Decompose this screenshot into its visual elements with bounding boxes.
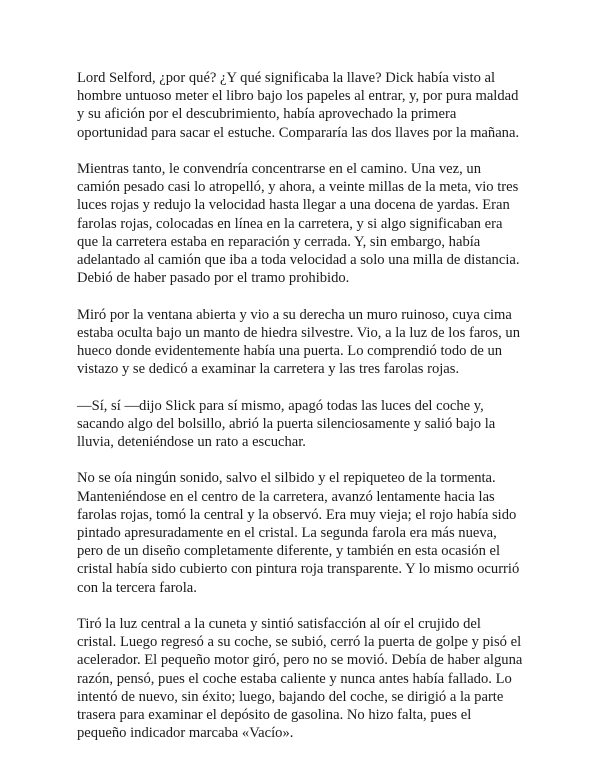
text-line: razón, pensó, pues el coche estaba caliente y nunca antes había fallado. Lo — [77, 670, 512, 687]
text-line: cristal había sido cubierto con pintura roja transparente. Y lo mismo ocurrió — [77, 561, 520, 578]
text-line: No se oía ningún sonido, salvo el silbido y el repiqueteo de la tormenta. — [77, 470, 496, 487]
text-line: hombre untuoso meter el libro bajo los papeles al entrar, y, por pura maldad — [77, 88, 519, 105]
text-line: farolas rojas, tomó la central y la observó. Era muy vieja; el rojo había sido — [77, 506, 517, 523]
text-line: farolas rojas, colocadas en línea en la carretera, y si algo significaban era — [77, 215, 503, 232]
text-line: lluvia, deteniéndose un rato a escuchar. — [77, 434, 306, 451]
text-line: sacando algo del bolsillo, abrió la puerta silenciosamente y salió bajo la — [77, 415, 496, 432]
text-line: vistazo y se dedicó a examinar la carretera y las tres farolas rojas. — [77, 361, 460, 378]
document-page — [77, 69, 537, 761]
text-line: cristal. Luego regresó a su coche, se subió, cerró la puerta de golpe y pisó el — [77, 634, 522, 651]
text-line: intentó de nuevo, sin éxito; luego, bajando del coche, se dirigió a la parte — [77, 688, 504, 705]
text-line: —Sí, sí —dijo Slick para sí mismo, apagó todas las luces del coche y, — [77, 397, 484, 414]
text-line: pequeño indicador marcaba «Vacío». — [77, 725, 294, 742]
paragraph-5 — [77, 469, 537, 596]
text-line: hueco donde evidentemente había una puerta. Lo comprendió todo de un — [77, 343, 503, 360]
text-line: y su afición por el descubrimiento, había aprovechado la primera — [77, 106, 457, 123]
paragraph-2 — [77, 160, 537, 287]
text-line: luces rojas y redujo la velocidad hasta llegar a una docena de yardas. Eran — [77, 197, 510, 214]
text-line: acelerador. El pequeño motor giró, pero no se movió. Debía de haber alguna — [77, 652, 523, 669]
text-line: estaba oculta bajo un manto de hiedra silvestre. Vio, a la luz de los faros, un — [77, 324, 521, 341]
paragraph-6 — [77, 615, 537, 742]
paragraph-1 — [77, 69, 537, 142]
text-line: pero de un diseño completamente diferente, y también en esta ocasión el — [77, 543, 501, 560]
text-line: adelantado al camión que iba a toda velocidad a solo una milla de distancia. — [77, 252, 520, 269]
text-line: Miró por la ventana abierta y vio a su derecha un muro ruinoso, cuya cima — [77, 306, 512, 323]
text-line: Lord Selford, ¿por qué? ¿Y qué significaba la llave? Dick había visto al — [77, 70, 496, 86]
text-line: pintado apresuradamente en el cristal. La segunda farola era más nueva, — [77, 525, 497, 542]
text-line: trasera para examinar el depósito de gasolina. No hizo falta, pues el — [77, 707, 472, 724]
text-line: oportunidad para sacar el estuche. Compararía las dos llaves por la mañana. — [77, 124, 520, 141]
text-line: Manteniéndose en el centro de la carretera, avanzó lentamente hacia las — [77, 488, 495, 505]
text-line: Tiró la luz central a la cuneta y sintió satisfacción al oír el crujido del — [77, 616, 481, 633]
paragraph-3 — [77, 306, 537, 379]
text-line: que la carretera estaba en reparación y cerrada. Y, sin embargo, había — [77, 233, 481, 250]
paragraph-4 — [77, 397, 537, 452]
text-line: con la tercera farola. — [77, 579, 197, 596]
text-line: Mientras tanto, le convendría concentrarse en el camino. Una vez, un — [77, 161, 482, 177]
text-line: Debió de haber pasado por el tramo prohibido. — [77, 270, 350, 287]
text-line: camión pesado casi lo atropelló, y ahora, a veinte millas de la meta, vio tres — [77, 179, 519, 196]
